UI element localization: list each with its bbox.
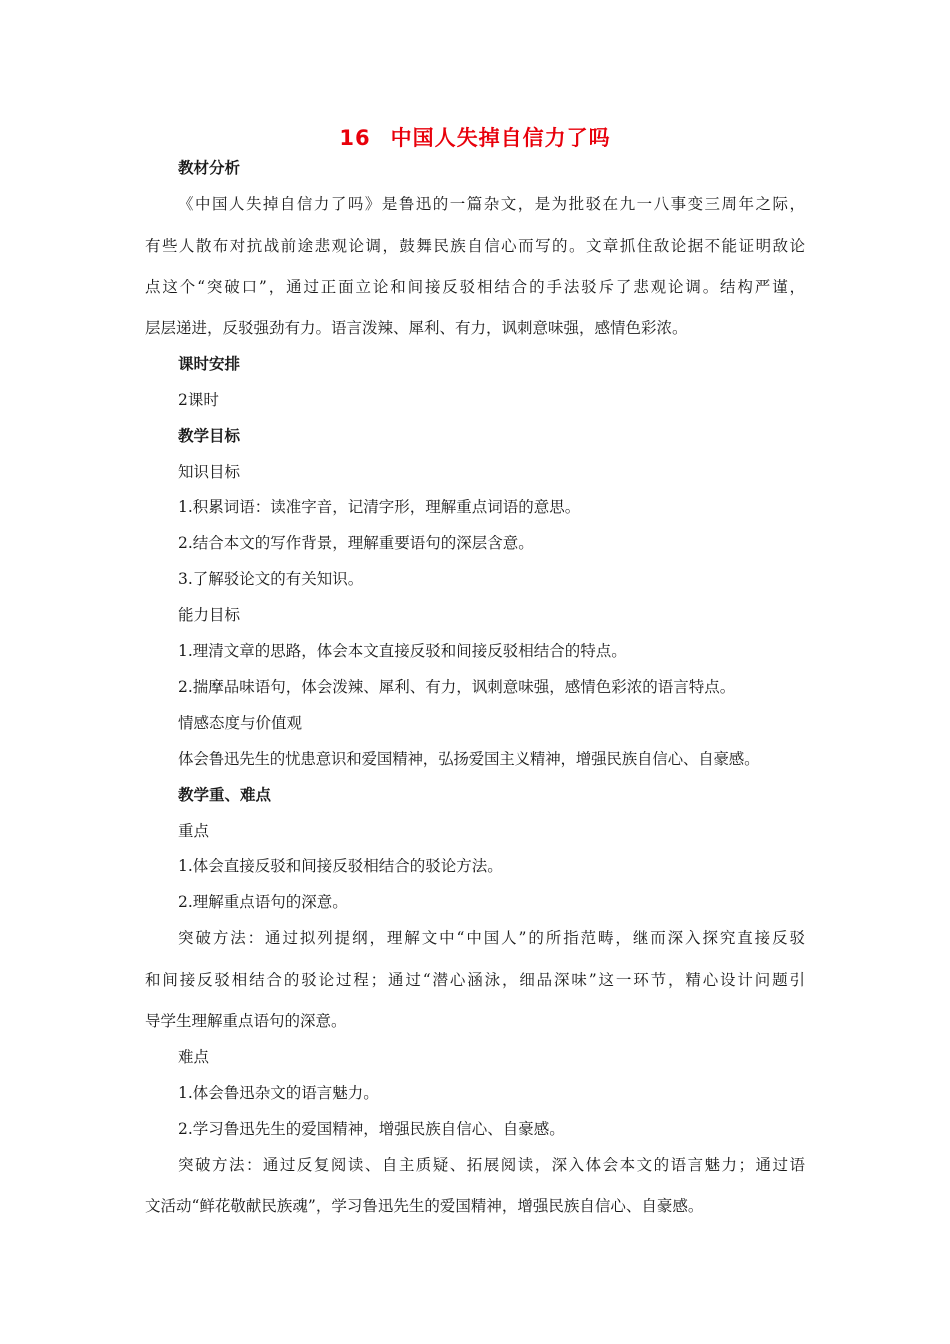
knowledge-item-3: 3.了解驳论文的有关知识。 [178, 570, 364, 588]
heading-key-points: 教学重、难点 [178, 786, 272, 804]
schedule-value: 2课时 [178, 391, 219, 409]
analysis-line-3: 点这个“突破口”，通过正面立论和间接反驳相结合的手法驳斥了悲观论调。结构严谨， [145, 278, 805, 296]
emotion-label: 情感态度与价值观 [178, 714, 303, 732]
analysis-line-1: 《中国人失掉自信力了吗》是鲁迅的一篇杂文，是为批驳在九一八事变三周年之际， [178, 195, 805, 213]
focus-method-line-2: 和间接反驳相结合的驳论过程；通过“潜心涵泳，细品深味”这一环节，精心设计问题引 [145, 971, 805, 989]
knowledge-item-1: 1.积累词语：读准字音，记清字形，理解重点词语的意思。 [178, 498, 581, 516]
focus-label: 重点 [178, 822, 210, 840]
heading-schedule: 课时安排 [178, 355, 241, 373]
focus-item-2: 2.理解重点语句的深意。 [178, 893, 348, 911]
knowledge-label: 知识目标 [178, 463, 241, 481]
heading-analysis: 教材分析 [178, 159, 241, 177]
focus-method-line-1: 突破方法：通过拟列提纲，理解文中“中国人”的所指范畴，继而深入探究直接反驳 [178, 929, 805, 947]
focus-method-line-3: 导学生理解重点语句的深意。 [145, 1012, 347, 1030]
difficulty-label: 难点 [178, 1048, 210, 1066]
ability-item-2: 2.揣摩品味语句，体会泼辣、犀利、有力，讽刺意味强，感情色彩浓的语言特点。 [178, 678, 736, 696]
lesson-number: 16 [339, 126, 371, 150]
lesson-title-text: 中国人失掉自信力了吗 [390, 126, 611, 150]
analysis-line-4: 层层递进，反驳强劲有力。语言泼辣、犀利、有力，讽刺意味强，感情色彩浓。 [145, 319, 688, 337]
lesson-title [0, 122, 950, 152]
difficulty-item-2: 2.学习鲁迅先生的爱国精神，增强民族自信心、自豪感。 [178, 1120, 565, 1138]
ability-item-1: 1.理清文章的思路，体会本文直接反驳和间接反驳相结合的特点。 [178, 642, 627, 660]
knowledge-item-2: 2.结合本文的写作背景，理解重要语句的深层含意。 [178, 534, 534, 552]
ability-label: 能力目标 [178, 606, 241, 624]
heading-goals: 教学目标 [178, 427, 241, 445]
difficulty-item-1: 1.体会鲁迅杂文的语言魅力。 [178, 1084, 379, 1102]
difficulty-method-line-2: 文活动“鲜花敬献民族魂”，学习鲁迅先生的爱国精神，增强民族自信心、自豪感。 [145, 1197, 704, 1215]
emotion-text: 体会鲁迅先生的忧患意识和爱国精神，弘扬爱国主义精神，增强民族自信心、自豪感。 [178, 750, 760, 768]
focus-item-1: 1.体会直接反驳和间接反驳相结合的驳论方法。 [178, 857, 503, 875]
difficulty-method-line-1: 突破方法：通过反复阅读、自主质疑、拓展阅读，深入体会本文的语言魅力；通过语 [178, 1156, 805, 1174]
analysis-line-2: 有些人散布对抗战前途悲观论调，鼓舞民族自信心而写的。文章抓住敌论据不能证明敌论 [145, 237, 805, 255]
